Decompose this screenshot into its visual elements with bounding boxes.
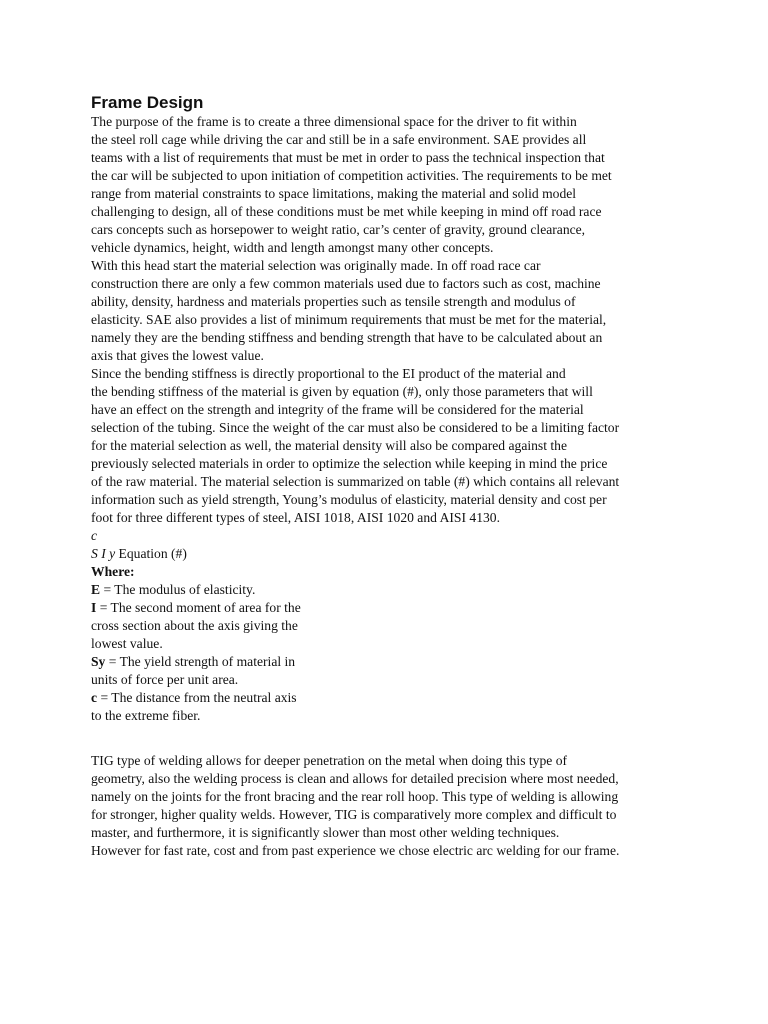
text-line: of the raw material. The material selection is summarized on table (#) which contains all relevant <box>91 474 620 489</box>
equation-label: Equation (#) <box>115 546 187 561</box>
text-line: master, and furthermore, it is significantly slower than most other welding techniques. <box>91 825 560 840</box>
text-line: the bending stiffness of the material is given by equation (#), only those parameters that will <box>91 384 593 399</box>
definition-text: = The yield strength of material in <box>105 654 296 669</box>
definition-text: = The second moment of area for the <box>96 600 301 615</box>
text-line: namely they are the bending stiffness and bending strength that have to be calculated about an <box>91 330 603 345</box>
where-label: Where: <box>91 564 135 579</box>
body-text <box>91 113 691 725</box>
text-line: for stronger, higher quality welds. However, TIG is comparatively more complex and difficult to <box>91 807 617 822</box>
text-line: axis that gives the lowest value. <box>91 348 264 363</box>
definition-text: = The distance from the neutral axis <box>97 690 297 705</box>
definitions-list <box>91 581 691 725</box>
equation-symbols: S I y <box>91 546 116 561</box>
text-line: the steel roll cage while driving the car and still be in a safe environment. SAE provides all <box>91 132 587 147</box>
definition-term: Sy <box>91 654 106 669</box>
text-line: previously selected materials in order to optimize the selection while keeping in mind the price <box>91 456 608 471</box>
equation-numerator: c <box>91 528 98 543</box>
definition-text: cross section about the axis giving the <box>91 618 298 633</box>
text-line: construction there are only a few common materials used due to factors such as cost, machine <box>91 276 601 291</box>
paragraph-material-selection <box>91 257 691 365</box>
text-line: namely on the joints for the front bracing and the rear roll hoop. This type of welding is allowing <box>91 789 619 804</box>
definition-c <box>91 689 691 707</box>
definition-term: I <box>91 600 97 615</box>
text-line: have an effect on the strength and integrity of the frame will be considered for the material <box>91 402 584 417</box>
text-line: geometry, also the welding process is clean and allows for detailed precision where most needed, <box>91 771 619 786</box>
text-line: cars concepts such as horsepower to weight ratio, car’s center of gravity, ground clearance, <box>91 222 586 237</box>
text-line: However for fast rate, cost and from past experience we chose electric arc welding for our frame. <box>91 843 620 858</box>
definition-e <box>91 581 691 599</box>
paragraph-welding <box>91 752 691 860</box>
text-line: for the material selection as well, the material density will also be compared against the <box>91 438 567 453</box>
definition-i <box>91 599 691 617</box>
definition-term: c <box>91 690 98 705</box>
text-line: ability, density, hardness and materials properties such as tensile strength and modulus of <box>91 294 576 309</box>
text-line: vehicle dynamics, height, width and length amongst many other concepts. <box>91 240 494 255</box>
text-line: challenging to design, all of these conditions must be met while keeping in mind off road race <box>91 204 602 219</box>
text-line: elasticity. SAE also provides a list of minimum requirements that must be met for the material, <box>91 312 607 327</box>
text-line: foot for three different types of steel, AISI 1018, AISI 1020 and AISI 4130. <box>91 510 500 525</box>
text-line: teams with a list of requirements that must be met in order to pass the technical inspection that <box>91 150 605 165</box>
definition-term: E <box>91 582 101 597</box>
text-line: The purpose of the frame is to create a three dimensional space for the driver to fit within <box>91 114 577 129</box>
definition-text: lowest value. <box>91 636 163 651</box>
definition-text: to the extreme fiber. <box>91 708 201 723</box>
definition-sy <box>91 653 691 671</box>
equation-line <box>91 545 691 563</box>
text-line: With this head start the material selection was originally made. In off road race car <box>91 258 541 273</box>
text-line: TIG type of welding allows for deeper penetration on the metal when doing this type of <box>91 753 568 768</box>
definition-text: = The modulus of elasticity. <box>100 582 256 597</box>
paragraph-purpose <box>91 113 691 257</box>
paragraph-bending-stiffness <box>91 365 691 527</box>
text-line: range from material constraints to space limitations, making the material and solid model <box>91 186 577 201</box>
text-line: information such as yield strength, Young’s modulus of elasticity, material density and cost per <box>91 492 607 507</box>
section-heading: Frame Design <box>91 93 204 112</box>
equation-block <box>91 527 691 563</box>
text-line: the car will be subjected to upon initiation of competition activities. The requirements to be met <box>91 168 612 183</box>
text-line: selection of the tubing. Since the weight of the car must also be considered to be a limiting factor <box>91 420 620 435</box>
definition-text: units of force per unit area. <box>91 672 239 687</box>
text-line: Since the bending stiffness is directly proportional to the EI product of the material and <box>91 366 566 381</box>
